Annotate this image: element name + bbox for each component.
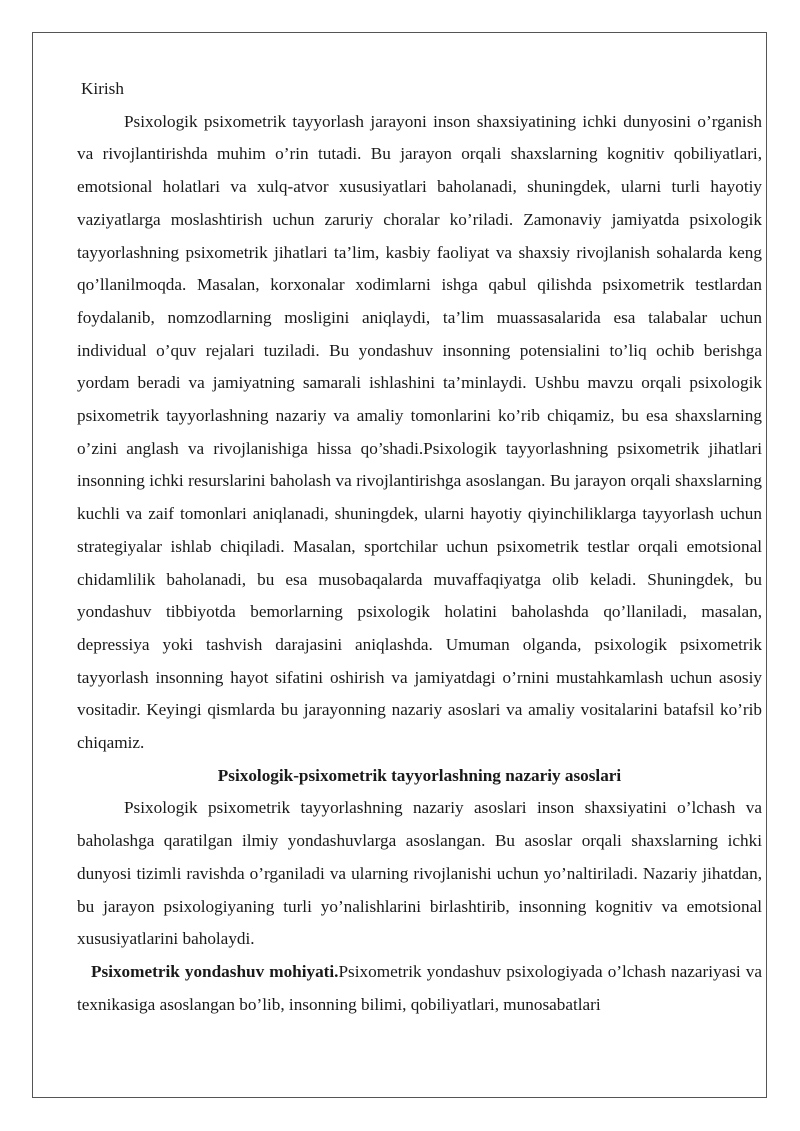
lead-term: Psixometrik yondashuv mohiyati. [91, 961, 339, 981]
lead-paragraph-text: Psixometrik yondashuv psixologiyada o’lchash nazariyasi va texnikasiga asoslangan bo’lib, insonning bilimi, qobiliyatlari, munosabatlari [77, 961, 762, 1014]
section-paragraph: Psixologik psixometrik tayyorlashning nazariy asoslari inson shaxsiyatini o’lchash va baholashga qaratilgan ilmiy yondashuvlarga asoslangan. Bu asoslar orqali shaxslarning ichki dunyosi tizimli ravishda o’rganiladi va ularning rivojlanishi uchun yo’naltiriladi. Nazariy jihatdan, bu jarayon psixologiyaning turli yo’nalishlarini birlashtirib, insonning kognitiv va emotsional xususiyatlarini baholaydi. [77, 798, 762, 949]
section-title: Psixologik-psixometrik tayyorlashning nazariy asoslari [217, 765, 622, 785]
lead-paragraph [77, 956, 762, 1021]
intro-heading: Kirish [81, 79, 124, 98]
intro-paragraph: Psixologik psixometrik tayyorlash jarayoni inson shaxsiyatining ichki dunyosini o’rganish va rivojlantirishda muhim o’rin tutadi. Bu jarayon orqali shaxslarning kognitiv qobiliyatlari, emotsional holatlari va xulq-atvor xususiyatlari baholanadi, shuningdek, ularni turli hayotiy vaziyatlarga moslashtirish uchun zaruriy choralar ko’riladi. Zamonaviy jamiyatda psixologik tayyorlashning psixometrik jihatlari ta’lim, kasbiy faoliyat va shaxsiy rivojlanish sohalarda keng qo’llanilmoqda. Masalan, korxonalar xodimlarni ishga qabul qilishda psixometrik testlardan foydalanib, nomzodlarning mosligini aniqlaydi, ta’lim muassasalarida esa talabalar uchun individual o’quv rejalari tuziladi. Bu yondashuv insonning potensialini to’liq ochib berishga yordam beradi va jamiyatning samarali ishlashini ta’minlaydi. Ushbu mavzu orqali psixologik psixometrik tayyorlashning nazariy va amaliy tomonlarini ko’rib chiqamiz, bu esa shaxslarning o’zini anglash va rivojlanishiga hissa qo’shadi.Psixologik tayyorlashning psixometrik jihatlari insonning ichki resurslarini baholash va rivojlantirishga asoslangan. Bu jarayon orqali shaxslarning kuchli va zaif tomonlari aniqlanadi, shuningdek, ularni hayotiy qiyinchiliklarga tayyorlash uchun strategiyalar ishlab chiqiladi. Masalan, sportchilar uchun psixometrik testlar orqali emotsional chidamlilik baholanadi, bu esa musobaqalarda muvaffaqiyatga olib keladi. Shuningdek, bu yondashuv tibbiyotda bemorlarning psixologik holatini baholashda qo’llaniladi, masalan, depressiya yoki tashvish darajasini aniqlashda. Umuman olganda, psixologik psixometrik tayyorlash insonning hayot sifatini oshirish va jamiyatdagi o’rnini mustahkamlash uchun asosiy vositadir. Keyingi qismlarda bu jarayonning nazariy asoslari va amaliy vositalarini batafsil ko’rib chiqamiz. [77, 111, 762, 753]
document-body [77, 73, 762, 1021]
